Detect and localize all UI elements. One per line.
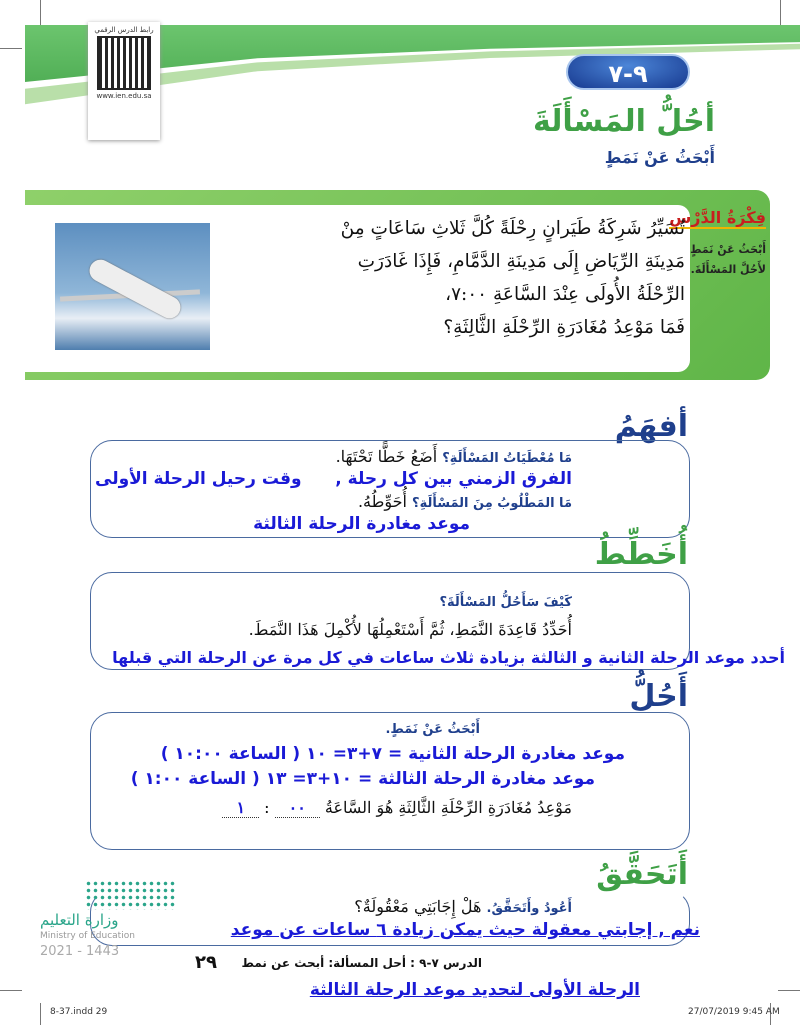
- file-name: 8-37.indd 29: [50, 1007, 108, 1017]
- problem-line: فَمَا مَوْعِدُ مُغَادَرَةِ الرِّحْلَةِ الثَّالِثَةِ؟: [443, 317, 685, 338]
- handwritten-answer: موعد مغادرة الرحلة الثالثة: [253, 514, 470, 534]
- solve-question: أَبْحَثُ عَنْ نَمَطٍ.: [385, 722, 480, 737]
- page-number: ٢٩: [195, 952, 217, 973]
- plan-text: أُحَدِّدُ قَاعِدَةَ النَّمَطِ، ثُمَّ أَسْتَعْمِلُهَا لأُكْمِلَ هَذَا النَّمَطَ.: [248, 620, 572, 639]
- ministry-name-en: Ministry of Education: [40, 931, 135, 941]
- solve-heading: أَحُلُّ: [629, 679, 688, 714]
- lesson-idea-line: لأَحُلَّ المَسْأَلَةَ.: [690, 263, 766, 276]
- lesson-idea-body: [690, 240, 766, 280]
- lesson-idea-line: أَبْحَثُ عَنْ نَمَطٍ: [690, 243, 766, 256]
- question-label: مَا مُعْطَيَاتُ المَسْأَلَةِ؟: [442, 451, 572, 466]
- qr-label: رابط الدرس الرقمي: [94, 26, 154, 34]
- problem-line: تُسَيِّرُ شَرِكَةُ طَيَرانٍ رِحْلَةً كُلَّ ثَلاثِ سَاعَاتٍ مِنْ: [340, 218, 685, 239]
- crop-mark: [0, 990, 22, 991]
- sentence-text: مَوْعِدُ مُغَادَرَةِ الرِّحْلَةِ الثَّالِثَةِ هُوَ السَّاعَةُ: [324, 798, 572, 817]
- understand-heading: أفهَمُ: [614, 409, 688, 444]
- plan-heading: أُخَطِّطُ: [594, 537, 688, 572]
- handwritten-answer: الرحلة الأولى لتحديد موعد الرحلة الثالثة: [309, 980, 640, 1000]
- plan-question: كَيْفَ سَأَحُلُّ المَسْأَلَةَ؟: [439, 595, 572, 610]
- handwritten-answer: نعم , إجابتي معقولة حيث يمكن زيادة ٦ ساعات عن موعد: [230, 920, 700, 940]
- crop-mark: [40, 1003, 41, 1025]
- solve-sentence: مَوْعِدُ مُغَادَرَةِ الرِّحْلَةِ الثَّالِثَةِ هُوَ السَّاعَةُ ٠٠ : ١: [222, 798, 572, 818]
- qr-code-icon[interactable]: [99, 38, 149, 88]
- instruction: أَضَعُ خَطًّا تَحْتَهَا.: [335, 447, 438, 466]
- question-label: مَا المَطْلُوبُ مِنَ المَسْأَلَةِ؟: [412, 496, 572, 511]
- qr-url: www.ien.edu.sa: [96, 92, 152, 100]
- check-question: [354, 897, 572, 917]
- question-text: هَلْ إِجَابَتِي مَعْقُولَةٌ؟: [354, 897, 482, 916]
- ministry-logo-icon: [85, 880, 175, 910]
- footer-lesson: الدرس ٧-٩ : أحل المسألة: أبحث عن نمط: [241, 956, 482, 970]
- handwritten-answer: موعد مغادرة الرحلة الثانية = ٧+٣= ١٠ ( الساعة ١٠:٠٠ ): [160, 744, 625, 764]
- problem-line: الرِّحْلَةُ الأُولَى عِنْدَ السَّاعَةِ ٧:٠٠،: [445, 284, 685, 305]
- qr-card[interactable]: [88, 22, 160, 140]
- understand-q2: [358, 492, 572, 512]
- check-heading: أَتَحَقَّقُ: [596, 857, 688, 892]
- crop-mark: [0, 48, 22, 49]
- page-title: أحُلُّ المَسْأَلَةَ: [532, 104, 715, 139]
- instruction: أُحَوِّطُهُ.: [357, 492, 407, 511]
- handwritten-answer: أحدد موعد الرحلة الثانية و الثالثة بزيادة ثلاث ساعات في كل مرة عن الرحلة التي قبلها: [112, 648, 785, 667]
- handwritten-answer: وقت رحيل الرحلة الأولى: [95, 469, 302, 489]
- lesson-idea-label: فِكْرَةُ الدَّرْسِ: [669, 208, 766, 227]
- page-subtitle: أَبْحَثُ عَنْ نَمَطٍ: [604, 148, 715, 167]
- answer-blank-minutes[interactable]: ٠٠: [275, 798, 320, 818]
- file-date: 27/07/2019 9:45 AM: [688, 1007, 780, 1017]
- problem-text: [215, 212, 685, 344]
- ministry-year: 2021 - 1443: [40, 944, 120, 959]
- answer-blank-hour[interactable]: ١: [222, 798, 259, 818]
- handwritten-answer: موعد مغادرة الرحلة الثالثة = ١٠+٣= ١٣ ( الساعة ١:٠٠ ): [130, 769, 595, 789]
- question-label: أَعُودُ وأَتَحَقَّقُ.: [486, 901, 572, 916]
- problem-line: مَدِينَةِ الرِّيَاضِ إِلَى مَدِينَةِ الدَّمَّامِ، فَإِذَا غَادَرَتِ: [357, 251, 685, 272]
- lesson-number-badge: ٩-٧: [566, 54, 690, 90]
- understand-q1: [336, 447, 572, 467]
- ministry-name-ar: وزارة التعليم: [40, 911, 119, 929]
- crop-mark: [778, 990, 800, 991]
- handwritten-answer: الفرق الزمني بين كل رحلة ,: [335, 469, 572, 489]
- airplane-photo: [55, 223, 210, 350]
